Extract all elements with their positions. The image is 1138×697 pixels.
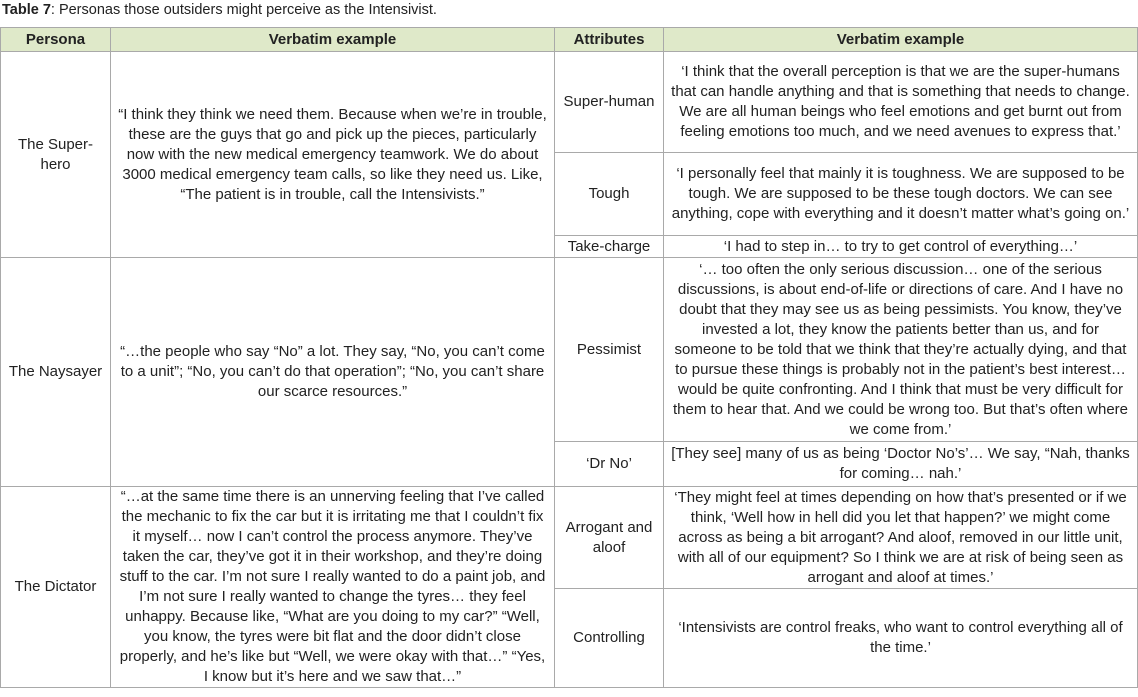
attribute-verbatim: ‘I personally feel that mainly it is toughness. We are supposed to be tough. We are supposed to be these tough doctors. We can see anything, cope with everything and it doesn’t matter what’s going on.’ <box>664 153 1138 236</box>
persona-verbatim: “I think they think we need them. Because when we’re in trouble, these are the guys that go and pick up the pieces, particularly now with the new medical emergency teamwork. We do about 3000 medical emergency team calls, so like they need us. Like, “The patient is in trouble, call the Intensivists.” <box>111 52 555 258</box>
table-row <box>1 258 1138 442</box>
persona-verbatim: “…at the same time there is an unnerving feeling that I’ve called the mechanic to fix the car but it is irritating me that I couldn’t fix it myself… now I can’t control the process anymore. They’ve taken the car, they’ve got it in their workshop, and they’re doing stuff to the car. I’m not sure I really wanted to do a paint job, and I’m not sure I really wanted to change the tyres… they feel unhappy. Because like, “What are you doing to my car?” “Well, you know, the tyres were bit flat and the door didn’t close properly, and he’s like but “Well, we were okay with that…” “Yes, I know but it’s here and we saw that…” <box>111 487 555 688</box>
table-header-row <box>1 28 1138 52</box>
header-persona: Persona <box>1 28 111 52</box>
persona-name: The Dictator <box>1 487 111 688</box>
attribute-verbatim: ‘Intensivists are control freaks, who want to control everything all of the time.’ <box>664 589 1138 688</box>
table-caption-text: : Personas those outsiders might perceive as the Intensivist. <box>50 2 437 18</box>
attribute-name: Super-human <box>555 52 664 153</box>
header-verbatim-example: Verbatim example <box>111 28 555 52</box>
table-row <box>1 487 1138 589</box>
header-attribute-verbatim-example: Verbatim example <box>664 28 1138 52</box>
attribute-verbatim: [They see] many of us as being ‘Doctor No’s’… We say, “Nah, thanks for coming… nah.’ <box>664 442 1138 487</box>
attribute-verbatim: ‘I had to step in… to try to get control of everything…’ <box>664 236 1138 258</box>
attribute-name: ‘Dr No’ <box>555 442 664 487</box>
attribute-name: Pessimist <box>555 258 664 442</box>
attribute-name: Tough <box>555 153 664 236</box>
persona-name: The Super-hero <box>1 52 111 258</box>
attribute-verbatim: ‘They might feel at times depending on how that’s presented or if we think, ‘Well how in hell did you let that happen?’ we might come across as being a bit arrogant? And aloof, removed in our little unit, with all of our equipment? So I think we are at risk of being seen as arrogant and aloof at times.’ <box>664 487 1138 589</box>
table-caption-label: Table 7 <box>2 2 51 18</box>
personas-table <box>0 27 1138 688</box>
attribute-verbatim: ‘I think that the overall perception is that we are the super-humans that can handle anything and that is something that needs to change. We are all human beings who feel emotions and get burnt out from feeling emotions too much, and we need avenues to express that.’ <box>664 52 1138 153</box>
header-attributes: Attributes <box>555 28 664 52</box>
table-row <box>1 52 1138 153</box>
attribute-name: Controlling <box>555 589 664 688</box>
attribute-name: Take-charge <box>555 236 664 258</box>
attribute-verbatim: ‘… too often the only serious discussion… one of the serious discussions, is about end-of-life or directions of care. And I have no doubt that they may see us as being pessimists. You know, they’ve invested a lot, they know the patients better than us, and for someone to be told that we think that they’re actually dying, and that to pursue these things is probably not in the patient’s best interest… would be quite confronting. And I think that must be very difficult for them to hear that. And we could be wrong too. But that’s often where we come from.’ <box>664 258 1138 442</box>
persona-verbatim: “…the people who say “No” a lot. They say, “No, you can’t come to a unit”; “No, you can’t do that operation”; “No, you can’t share our scarce resources.” <box>111 258 555 487</box>
persona-name: The Naysayer <box>1 258 111 487</box>
attribute-name: Arrogant and aloof <box>555 487 664 589</box>
table-caption <box>2 1 437 19</box>
